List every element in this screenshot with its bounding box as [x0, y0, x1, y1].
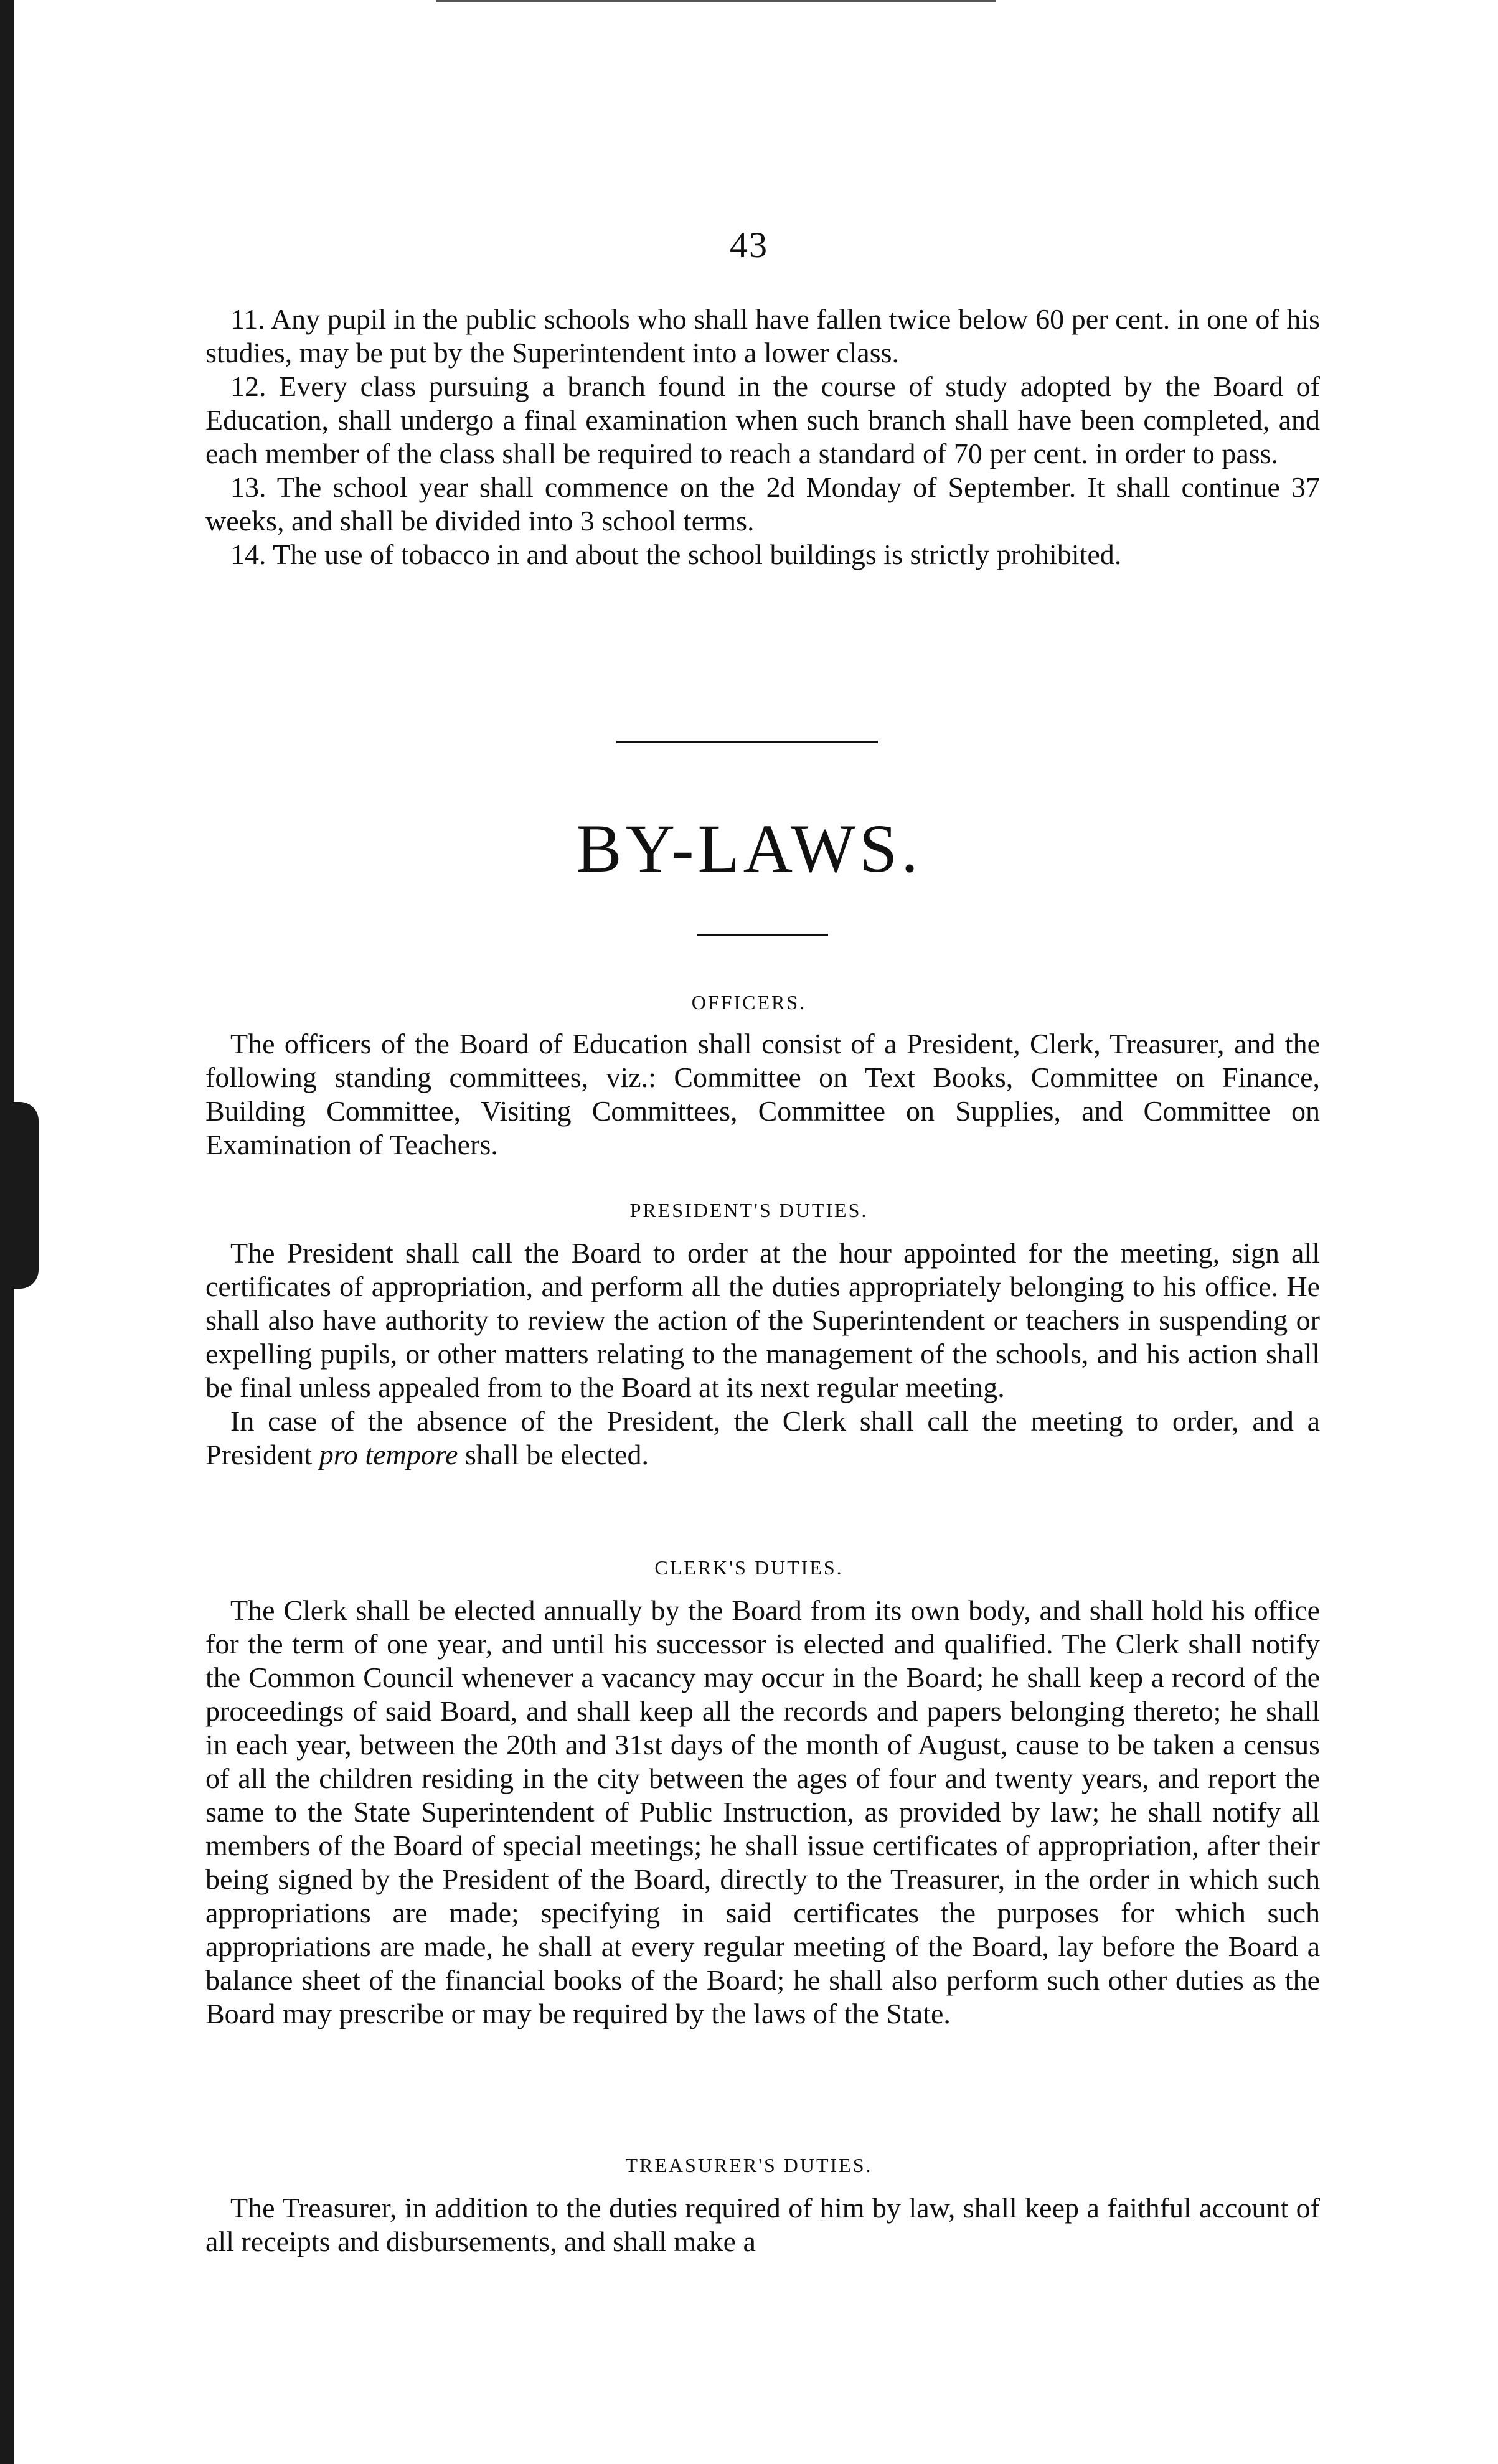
president-text-2	[205, 1404, 1320, 1472]
rule-13: 13. The school year shall commence on the 2d Monday of September. It shall continue 37 weeks, and shall be divided into 3 school terms.	[205, 471, 1320, 537]
president-text: The President shall call the Board to order at the hour appointed for the meeting, sign all certificates of appropriation, and perform all the duties appropriately belonging to his office. He shall also have authority to review the action of the Superintendent or teachers in suspending or expelling pupils, or other matters relating to the management of the schools, and his action shall be final unless appealed from to the Board at its next regular meeting.	[205, 1237, 1320, 1403]
clerk-text: The Clerk shall be elected annually by the Board from its own body, and shall hold his office for the term of one year, and until his successor is elected and qualified. The Clerk shall notify the Common Council whenever a vacancy may occur in the Board; he shall keep a record of the proceedings of said Board, and shall keep all the records and papers belonging thereto; he shall in each year, between the 20th and 31st days of the month of August, cause to be taken a census of all the children residing in the city between the ages of four and twenty years, and report the same to the State Superintendent of Public Instruction, as provided by law; he shall notify all members of the Board of special meetings; he shall issue certificates of appropriation, after their being signed by the President of the Board, directly to the Treasurer, in the order in which such appropriations are made; specifying in said certificates the purposes for which such appropriations are made, he shall at every regular meeting of the Board, lay before the Board a balance sheet of the financial books of the Board; he shall also perform such other duties as the Board may prescribe or may be required by the laws of the State.	[205, 1594, 1320, 2029]
officers-heading: OFFICERS.	[691, 991, 807, 1013]
treasurer-text: The Treasurer, in addition to the duties required of him by law, shall keep a faithful account of all receipts and disbursements, and shall make a	[205, 2192, 1320, 2257]
title-underline	[697, 934, 828, 936]
president-text-2a: In case of the absence of the President, the Clerk shall call the meeting to order, and a President	[205, 1405, 1320, 1470]
treasurer-section	[205, 2191, 1320, 2259]
officers-section	[205, 1027, 1320, 1162]
president-text-2b: shall be elected.	[464, 1439, 649, 1470]
pro-tempore: pro tempore	[319, 1439, 458, 1470]
president-section	[205, 1236, 1320, 1472]
officers-text: The officers of the Board of Education shall consist of a President, Clerk, Treasurer, and the following standing committees, viz.: Committee on Text Books, Committee on Finance, Building Committee, Visiting Committees, Committee on Supplies, and Committee on Examination of Teachers.	[205, 1028, 1320, 1160]
clerk-section	[205, 1594, 1320, 2031]
president-heading: PRESIDENT'S DUTIES.	[629, 1199, 869, 1221]
divider-rule	[616, 741, 878, 743]
rule-14: 14. The use of tobacco in and about the school buildings is strictly prohibited.	[230, 538, 1122, 570]
page-edge-shadow	[0, 0, 14, 2464]
page-title: BY-LAWS.	[576, 811, 922, 886]
page-number: 43	[730, 225, 768, 265]
top-edge-mark	[436, 0, 996, 2]
page-edge-shadow-notch	[14, 1102, 39, 1289]
rules-list	[205, 303, 1320, 571]
treasurer-heading: TREASURER'S DUTIES.	[625, 2154, 873, 2176]
rule-12: 12. Every class pursuing a branch found in the course of study adopted by the Board of Education, shall undergo a final examination when such branch shall have been completed, and each member of the class shall be required to reach a standard of 70 per cent. in order to pass.	[205, 370, 1320, 469]
rule-11: 11. Any pupil in the public schools who shall have fallen twice below 60 per cent. in one of his studies, may be put by the Superintendent into a lower class.	[205, 303, 1320, 369]
clerk-heading: CLERK'S DUTIES.	[654, 1556, 844, 1579]
